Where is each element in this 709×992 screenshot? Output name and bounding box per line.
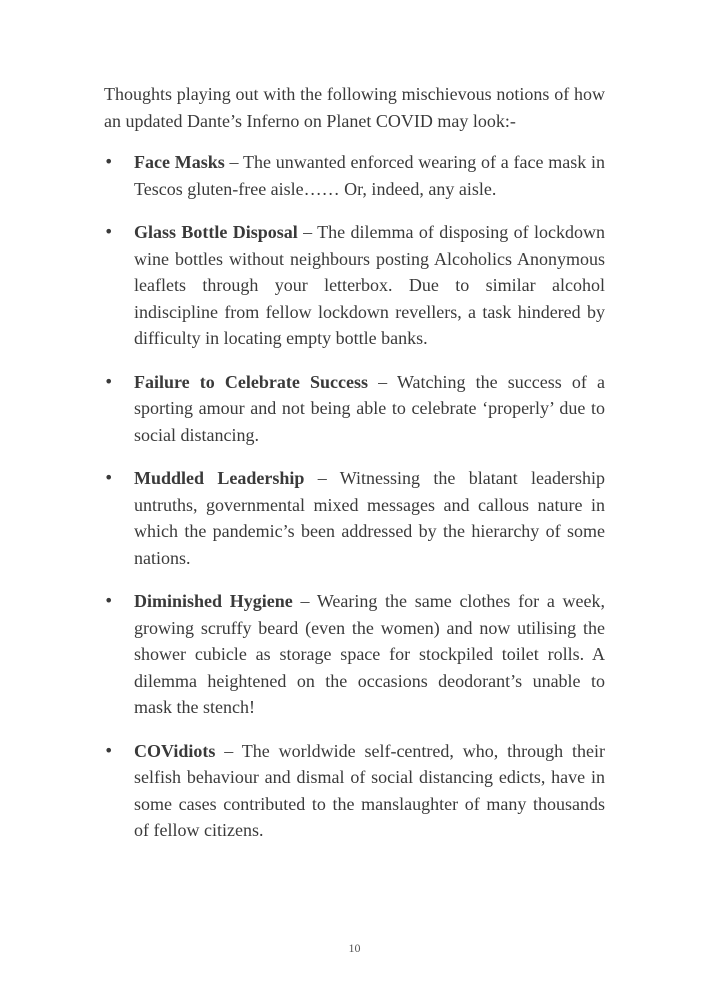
intro-paragraph: Thoughts playing out with the following mischievous notions of how an updated Dante’s Inferno on Planet COVID may look:- [104,84,605,131]
item-text: – The unwanted enforced wearing of a face mask in Tescos gluten-free aisle…… Or, indeed, any aisle. [134,152,606,199]
bullet-icon: • [104,152,114,171]
list-item [104,219,605,352]
item-term: COVidiots [134,740,216,761]
bullet-icon: • [104,740,114,760]
item-text: – The dilemma of disposing of lockdown wine bottles without neighbours posting Alcoholics Anonymous leaflets through your letterbox. Due to similar alcohol indiscipline from fellow lockdown revellers, a task hindered by difficulty in locating empty bottle banks. [134,222,605,348]
item-term: Face Masks [134,152,225,172]
list-item [104,588,605,721]
bullet-list [104,149,605,844]
item-text: – Witnessing the blatant leadership untruths, governmental mixed messages and callous nature in which the pandemic’s been addressed by the hierarchy of some nations. [134,468,605,568]
item-text: – Watching the success of a sporting amour and not being able to celebrate ‘properly’ due to social distancing. [134,371,605,445]
list-item [104,149,605,202]
bullet-icon: • [104,222,114,241]
bullet-icon: • [104,591,114,610]
item-text: – The worldwide self-centred, who, through their selfish behaviour and dismal of social distancing edicts, have in some cases contributed to the manslaughter of many thousands of fellow citizens. [134,740,605,840]
bullet-icon: • [104,371,114,391]
list-item [104,738,605,844]
page-number: 10 [348,941,361,955]
bullet-icon: • [104,468,114,487]
item-term: Muddled Leadership [134,468,305,488]
item-term: Glass Bottle Disposal [134,222,298,242]
item-text: – Wearing the same clothes for a week, growing scruffy beard (even the women) and now utilising the shower cubicle as storage space for stockpiled toilet rolls. A dilemma heightened on the occasions deodorant’s unable to mask the stench! [134,591,605,717]
list-item [104,465,605,571]
list-item [104,369,605,449]
item-term: Failure to Celebrate Success [134,371,369,392]
page-content [104,81,605,861]
item-term: Diminished Hygiene [134,591,293,611]
